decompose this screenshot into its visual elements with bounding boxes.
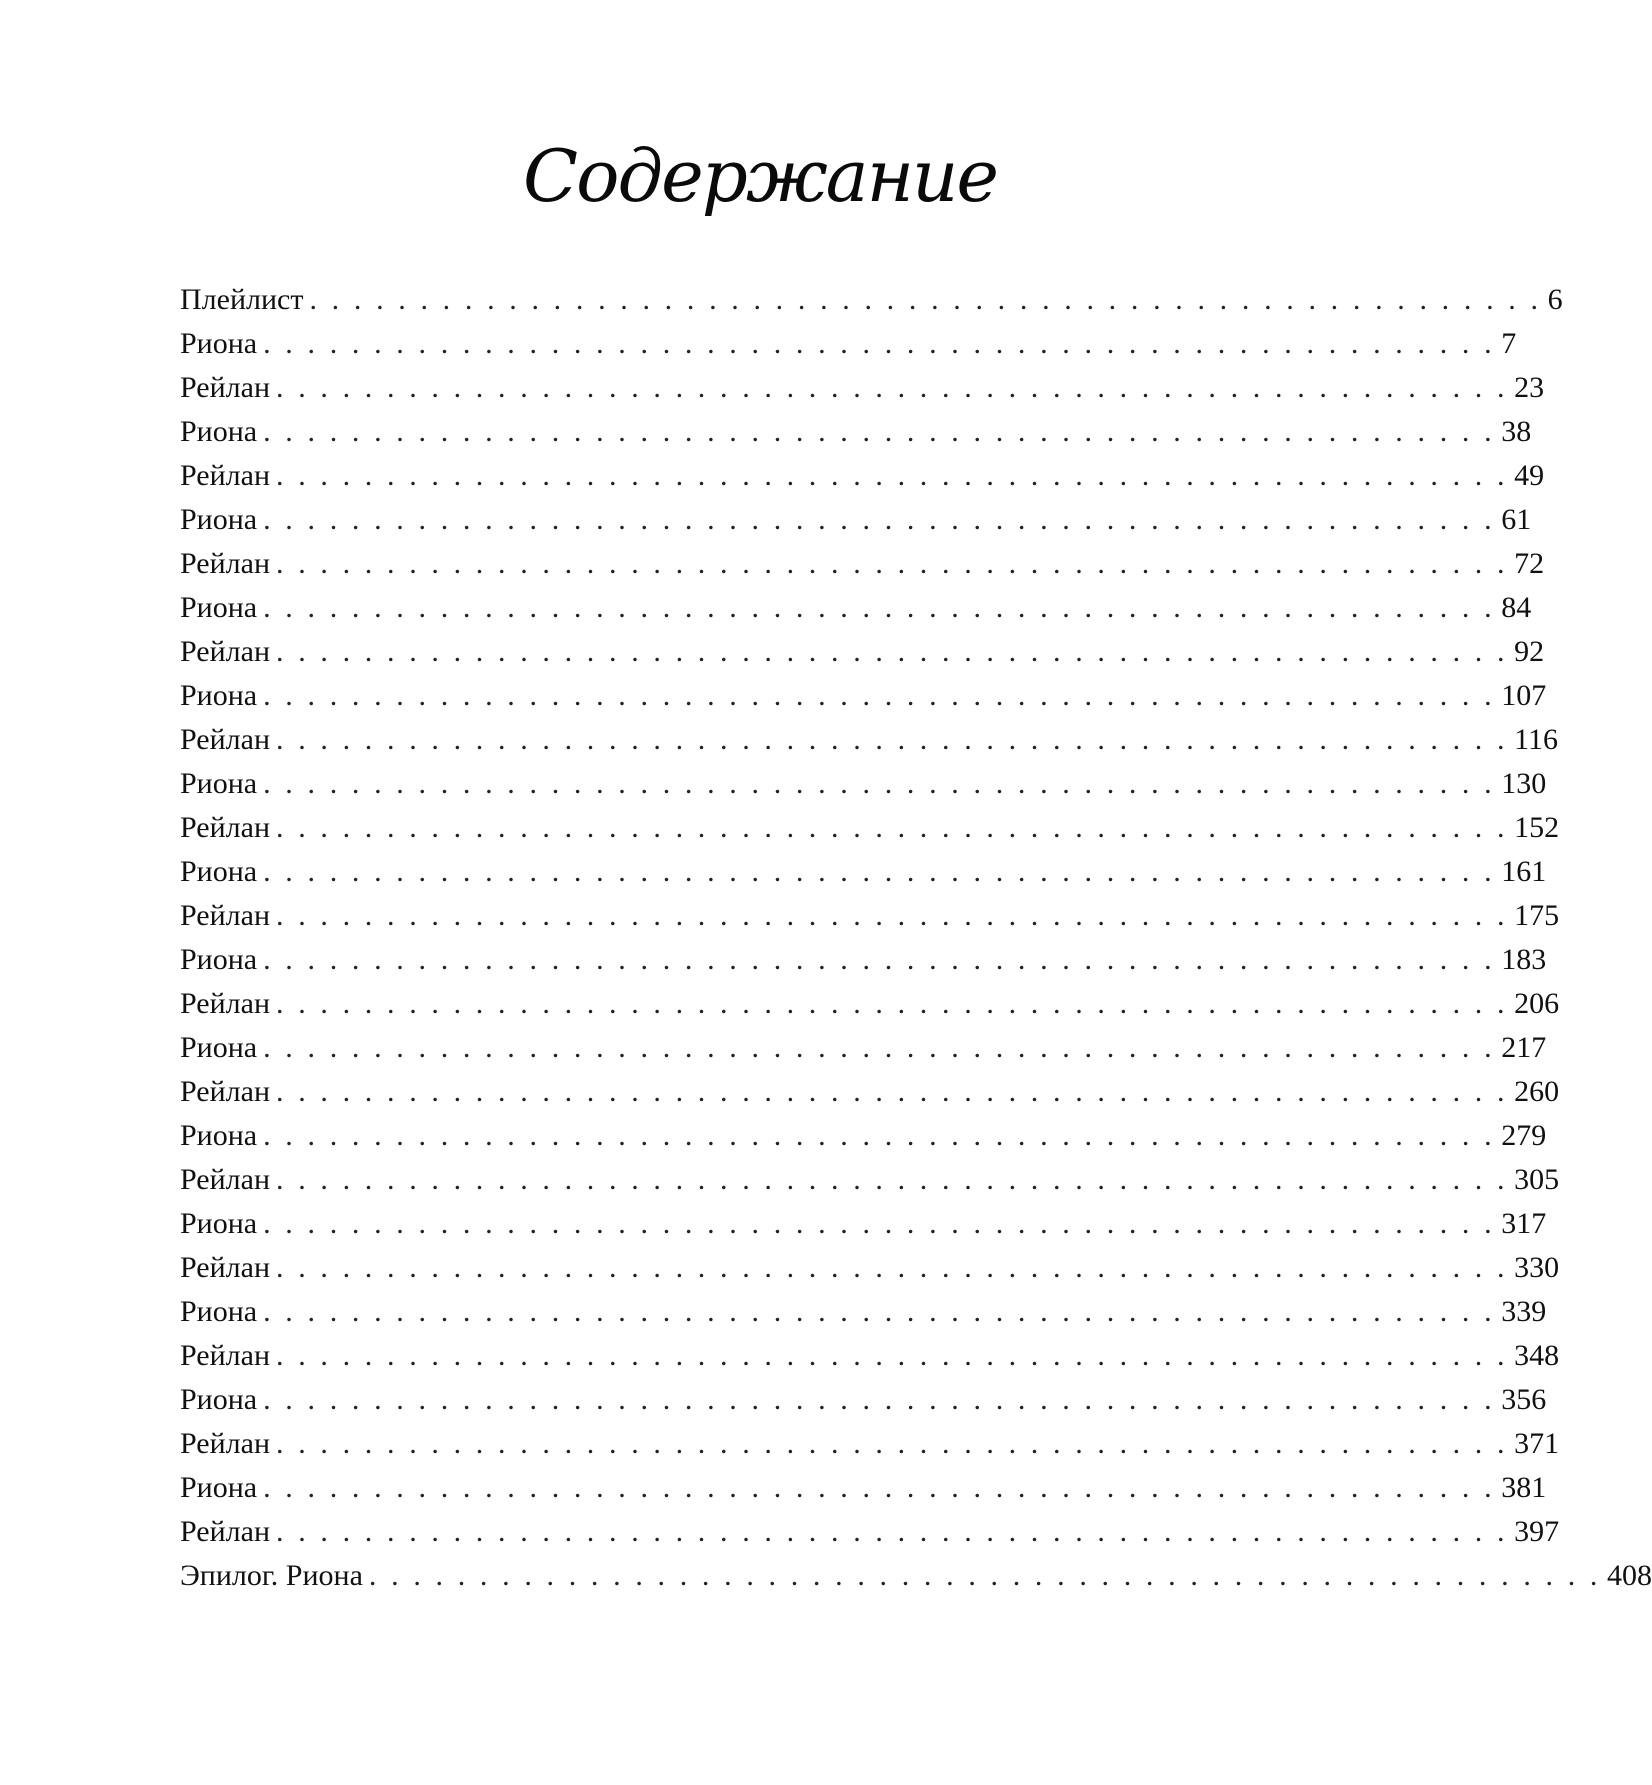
- dot-leader: . . . . . . . . . . . . . . . . . . . . . . . . . . . . . . . . . . . . . . . . . . . . . . . . . . . . . . . .: [263, 1031, 1496, 1064]
- toc-page-number: 206: [1514, 987, 1560, 1020]
- toc-page-number: 260: [1514, 1075, 1560, 1108]
- toc-entry: [180, 1422, 1560, 1466]
- dot-leader: . . . . . . . . . . . . . . . . . . . . . . . . . . . . . . . . . . . . . . . . . . . . . . . . . . . . . . . .: [276, 547, 1509, 580]
- toc-page-number: 72: [1514, 547, 1545, 580]
- dot-leader: . . . . . . . . . . . . . . . . . . . . . . . . . . . . . . . . . . . . . . . . . . . . . . . . . . . . . . . .: [263, 767, 1496, 800]
- toc-entry-title: Риона: [180, 591, 258, 624]
- toc-page-number: 161: [1501, 855, 1547, 888]
- toc-entry-title: Рейлан: [180, 1515, 270, 1548]
- toc-entry: [180, 850, 1547, 894]
- dot-leader: . . . . . . . . . . . . . . . . . . . . . . . . . . . . . . . . . . . . . . . . . . . . . . . . . . . . . . . .: [276, 811, 1509, 844]
- toc-page-number: 6: [1547, 283, 1563, 316]
- toc-entry: [180, 1114, 1547, 1158]
- toc-entry: [180, 498, 1532, 542]
- dot-leader: . . . . . . . . . . . . . . . . . . . . . . . . . . . . . . . . . . . . . . . . . . . . . . . . . . . . . . . .: [276, 1163, 1509, 1196]
- toc-page-number: 330: [1514, 1251, 1560, 1284]
- toc-entry-title: Риона: [180, 679, 258, 712]
- toc-entry-title: Риона: [180, 415, 258, 448]
- dot-leader: . . . . . . . . . . . . . . . . . . . . . . . . . . . . . . . . . . . . . . . . . . . . . . . . . . . . . . . .: [263, 503, 1496, 536]
- toc-page-number: 397: [1514, 1515, 1560, 1548]
- toc-page-number: 61: [1501, 503, 1532, 536]
- toc-entry: [180, 982, 1560, 1026]
- toc-entry-title: Рейлан: [180, 371, 270, 404]
- toc-page-number: 38: [1501, 415, 1532, 448]
- dot-leader: . . . . . . . . . . . . . . . . . . . . . . . . . . . . . . . . . . . . . . . . . . . . . . . . . . . . . . . .: [263, 1383, 1496, 1416]
- dot-leader: . . . . . . . . . . . . . . . . . . . . . . . . . . . . . . . . . . . . . . . . . . . . . . . . . . . . . . . .: [276, 1251, 1509, 1284]
- toc-entry: [180, 806, 1560, 850]
- toc-entry-title: Риона: [180, 855, 258, 888]
- toc-entry-title: Риона: [180, 1295, 258, 1328]
- toc-entry-title: Эпилог. Риона: [180, 1559, 363, 1592]
- toc-entry-title: Рейлан: [180, 635, 270, 668]
- dot-leader: . . . . . . . . . . . . . . . . . . . . . . . . . . . . . . . . . . . . . . . . . . . . . . . . . . . . . . . .: [276, 635, 1509, 668]
- toc-page-number: 49: [1514, 459, 1545, 492]
- dot-leader: . . . . . . . . . . . . . . . . . . . . . . . . . . . . . . . . . . . . . . . . . . . . . . . . . . . . . . . .: [263, 415, 1496, 448]
- toc-entry: [180, 454, 1545, 498]
- toc-page-number: 7: [1501, 327, 1517, 360]
- toc-entry-title: Рейлан: [180, 811, 270, 844]
- toc-entry-title: Риона: [180, 1471, 258, 1504]
- toc-entry: [180, 1246, 1560, 1290]
- toc-entry-title: Рейлан: [180, 1339, 270, 1372]
- dot-leader: . . . . . . . . . . . . . . . . . . . . . . . . . . . . . . . . . . . . . . . . . . . . . . . . . . . . . . . .: [263, 1207, 1496, 1240]
- toc-entry: [180, 542, 1545, 586]
- toc-page-number: 183: [1501, 943, 1547, 976]
- toc-entry-title: Плейлист: [180, 283, 304, 316]
- toc-page-number: 348: [1514, 1339, 1560, 1372]
- dot-leader: . . . . . . . . . . . . . . . . . . . . . . . . . . . . . . . . . . . . . . . . . . . . . . . . . . . . . . . .: [276, 371, 1509, 404]
- toc-page-number: 84: [1501, 591, 1532, 624]
- toc-entry: [180, 1070, 1560, 1114]
- dot-leader: . . . . . . . . . . . . . . . . . . . . . . . . . . . . . . . . . . . . . . . . . . . . . . . . . . . . . . . .: [276, 459, 1509, 492]
- dot-leader: . . . . . . . . . . . . . . . . . . . . . . . . . . . . . . . . . . . . . . . . . . . . . . . . . . . . . . . .: [276, 1427, 1509, 1460]
- toc-entry-title: Риона: [180, 1207, 258, 1240]
- toc-entry-title: Риона: [180, 767, 258, 800]
- dot-leader: . . . . . . . . . . . . . . . . . . . . . . . . . . . . . . . . . . . . . . . . . . . . . . . . . . . . . . . .: [309, 283, 1542, 316]
- toc-entry: [180, 586, 1532, 630]
- toc-entry-title: Рейлан: [180, 1075, 270, 1108]
- toc-entry-title: Рейлан: [180, 1427, 270, 1460]
- toc-entry-title: Рейлан: [180, 899, 270, 932]
- toc-entry: [180, 366, 1545, 410]
- toc-page-number: 130: [1501, 767, 1547, 800]
- table-of-contents: [180, 278, 1652, 1598]
- toc-entry-title: Рейлан: [180, 723, 270, 756]
- toc-page-number: 107: [1501, 679, 1547, 712]
- dot-leader: . . . . . . . . . . . . . . . . . . . . . . . . . . . . . . . . . . . . . . . . . . . . . . . . . . . . . . . .: [276, 987, 1509, 1020]
- toc-entry-title: Рейлан: [180, 987, 270, 1020]
- toc-page-number: 305: [1514, 1163, 1560, 1196]
- toc-entry: [180, 1510, 1560, 1554]
- toc-entry: [180, 630, 1545, 674]
- dot-leader: . . . . . . . . . . . . . . . . . . . . . . . . . . . . . . . . . . . . . . . . . . . . . . . . . . . . . . . .: [263, 679, 1496, 712]
- page-title: Содержание: [523, 134, 997, 218]
- toc-page-number: 317: [1501, 1207, 1547, 1240]
- dot-leader: . . . . . . . . . . . . . . . . . . . . . . . . . . . . . . . . . . . . . . . . . . . . . . . . . . . . . . . .: [368, 1559, 1602, 1592]
- dot-leader: . . . . . . . . . . . . . . . . . . . . . . . . . . . . . . . . . . . . . . . . . . . . . . . . . . . . . . . .: [276, 1515, 1509, 1548]
- toc-entry: [180, 1290, 1547, 1334]
- toc-entry-title: Рейлан: [180, 1251, 270, 1284]
- dot-leader: . . . . . . . . . . . . . . . . . . . . . . . . . . . . . . . . . . . . . . . . . . . . . . . . . . . . . . . .: [276, 723, 1509, 756]
- toc-entry: [180, 1466, 1547, 1510]
- toc-page-number: 92: [1514, 635, 1545, 668]
- dot-leader: . . . . . . . . . . . . . . . . . . . . . . . . . . . . . . . . . . . . . . . . . . . . . . . . . . . . . . . .: [263, 943, 1496, 976]
- toc-page-number: 371: [1514, 1427, 1560, 1460]
- toc-page-number: 356: [1501, 1383, 1547, 1416]
- toc-entry: [180, 762, 1547, 806]
- dot-leader: . . . . . . . . . . . . . . . . . . . . . . . . . . . . . . . . . . . . . . . . . . . . . . . . . . . . . . . .: [276, 1075, 1509, 1108]
- dot-leader: . . . . . . . . . . . . . . . . . . . . . . . . . . . . . . . . . . . . . . . . . . . . . . . . . . . . . . . .: [263, 327, 1496, 360]
- dot-leader: . . . . . . . . . . . . . . . . . . . . . . . . . . . . . . . . . . . . . . . . . . . . . . . . . . . . . . . .: [276, 899, 1509, 932]
- toc-entry: [180, 1202, 1547, 1246]
- dot-leader: . . . . . . . . . . . . . . . . . . . . . . . . . . . . . . . . . . . . . . . . . . . . . . . . . . . . . . . .: [276, 1339, 1509, 1372]
- toc-entry-title: Риона: [180, 1119, 258, 1152]
- toc-entry: [180, 1158, 1560, 1202]
- toc-entry: [180, 1378, 1547, 1422]
- dot-leader: . . . . . . . . . . . . . . . . . . . . . . . . . . . . . . . . . . . . . . . . . . . . . . . . . . . . . . . .: [263, 591, 1496, 624]
- toc-entry: [180, 938, 1547, 982]
- dot-leader: . . . . . . . . . . . . . . . . . . . . . . . . . . . . . . . . . . . . . . . . . . . . . . . . . . . . . . . .: [263, 1119, 1496, 1152]
- toc-entry-title: Риона: [180, 943, 258, 976]
- toc-entry: [180, 894, 1560, 938]
- toc-entry-title: Риона: [180, 1031, 258, 1064]
- dot-leader: . . . . . . . . . . . . . . . . . . . . . . . . . . . . . . . . . . . . . . . . . . . . . . . . . . . . . . . .: [263, 1471, 1496, 1504]
- toc-entry-title: Рейлан: [180, 1163, 270, 1196]
- toc-page-number: 116: [1514, 723, 1558, 756]
- toc-page-number: 381: [1501, 1471, 1547, 1504]
- toc-entry-title: Риона: [180, 327, 258, 360]
- dot-leader: . . . . . . . . . . . . . . . . . . . . . . . . . . . . . . . . . . . . . . . . . . . . . . . . . . . . . . . .: [263, 1295, 1496, 1328]
- toc-entry-title: Риона: [180, 503, 258, 536]
- toc-entry: [180, 1334, 1560, 1378]
- toc-page-number: 339: [1501, 1295, 1547, 1328]
- toc-entry: [180, 1026, 1547, 1070]
- toc-entry: [180, 1554, 1652, 1598]
- toc-entry: [180, 278, 1563, 322]
- toc-entry: [180, 718, 1558, 762]
- toc-entry-title: Рейлан: [180, 459, 270, 492]
- toc-entry: [180, 410, 1532, 454]
- toc-entry-title: Рейлан: [180, 547, 270, 580]
- toc-page-number: 217: [1501, 1031, 1547, 1064]
- toc-entry: [180, 322, 1517, 366]
- toc-entry-title: Риона: [180, 1383, 258, 1416]
- toc-page-number: 23: [1514, 371, 1545, 404]
- toc-page-number: 152: [1514, 811, 1560, 844]
- toc-page-number: 279: [1501, 1119, 1547, 1152]
- toc-entry: [180, 674, 1547, 718]
- toc-page-number: 175: [1514, 899, 1560, 932]
- dot-leader: . . . . . . . . . . . . . . . . . . . . . . . . . . . . . . . . . . . . . . . . . . . . . . . . . . . . . . . .: [263, 855, 1496, 888]
- toc-page-number: 408: [1607, 1559, 1652, 1592]
